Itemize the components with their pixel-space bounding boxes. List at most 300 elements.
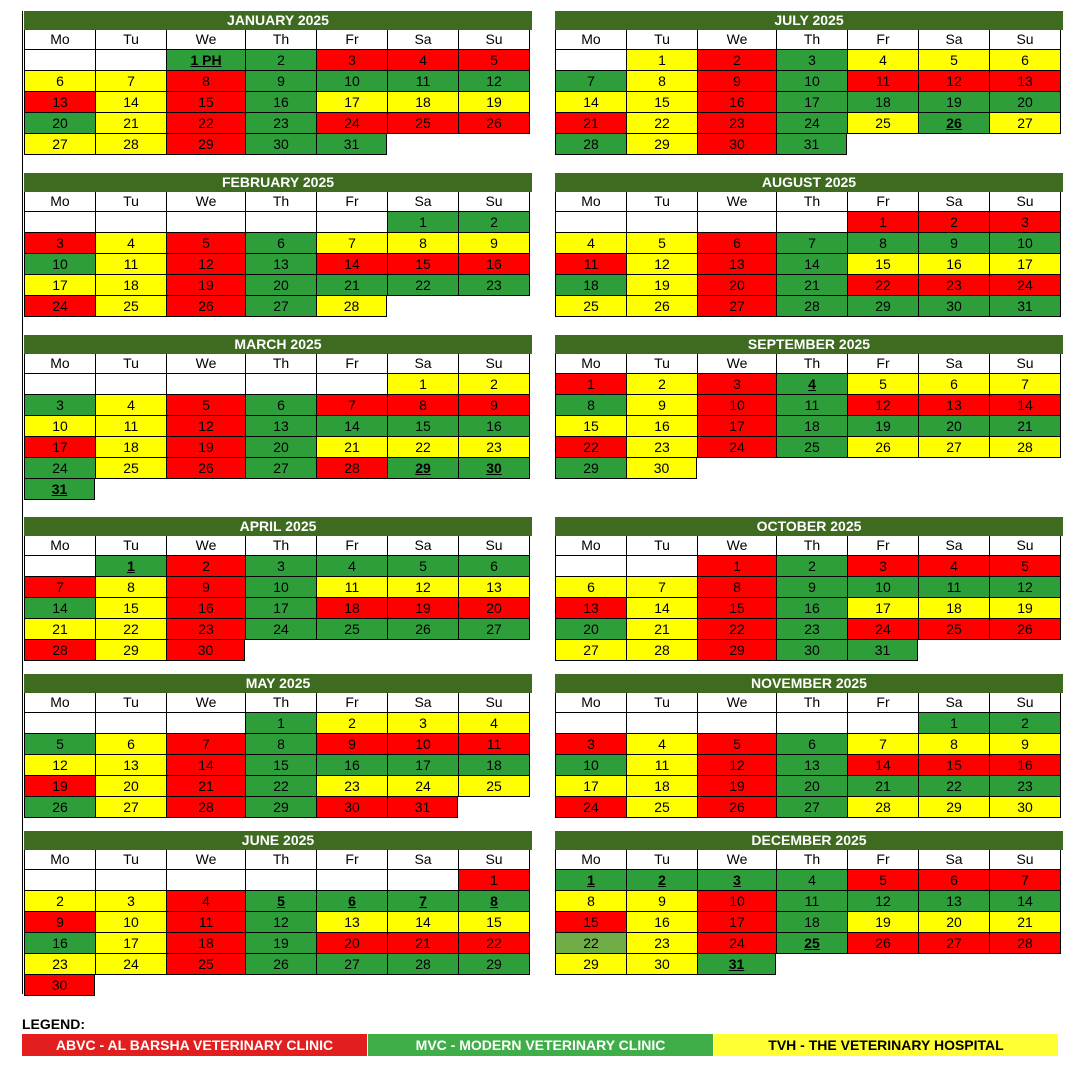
weekday-header: Tu: [626, 536, 697, 556]
blank-cell: [776, 954, 847, 975]
weekday-header: Tu: [95, 30, 166, 50]
day-cell: 6: [458, 556, 530, 577]
day-cell: 25: [776, 933, 847, 954]
day-cell: 5: [847, 374, 918, 395]
day-cell: 31: [697, 954, 776, 975]
blank-cell: [458, 134, 530, 155]
day-cell: 23: [245, 113, 316, 134]
day-cell: 25: [626, 797, 697, 818]
day-cell: 6: [24, 71, 95, 92]
weekday-header: Tu: [95, 693, 166, 713]
day-cell: 7: [95, 71, 166, 92]
day-cell: 27: [245, 458, 316, 479]
day-cell: 15: [626, 92, 697, 113]
day-cell: 13: [918, 395, 989, 416]
day-cell: 17: [776, 92, 847, 113]
day-cell: 4: [776, 374, 847, 395]
day-cell: 19: [626, 275, 697, 296]
weekday-header-row: [24, 192, 532, 212]
weekday-header-row: [555, 30, 1063, 50]
day-cell: 27: [245, 296, 316, 317]
day-cell: 7: [989, 870, 1061, 891]
weekday-header: Sa: [387, 354, 458, 374]
weekday-header-row: [555, 536, 1063, 556]
empty-day-cell: [245, 212, 316, 233]
day-cell: 15: [847, 254, 918, 275]
day-cell: 14: [776, 254, 847, 275]
day-cell: 14: [95, 92, 166, 113]
empty-day-cell: [95, 870, 166, 891]
day-cell: 19: [166, 437, 245, 458]
weekday-header: Sa: [918, 536, 989, 556]
blank-cell: [458, 797, 530, 818]
weekday-header: Su: [989, 693, 1061, 713]
weekday-header: We: [697, 693, 776, 713]
legend-item-tvh: [714, 1034, 1058, 1056]
day-cell: 3: [776, 50, 847, 71]
month-title: JUNE 2025: [24, 831, 532, 850]
weekday-header: Su: [458, 30, 530, 50]
blank-cell: [847, 458, 918, 479]
day-cell: 10: [24, 416, 95, 437]
day-cell: 8: [697, 577, 776, 598]
day-grid: [24, 212, 532, 317]
weekday-header: Tu: [626, 693, 697, 713]
day-cell: 22: [555, 437, 626, 458]
day-cell: 20: [458, 598, 530, 619]
weekday-header: Tu: [626, 192, 697, 212]
empty-day-cell: [24, 556, 95, 577]
day-cell: 13: [697, 254, 776, 275]
day-grid: [24, 713, 532, 818]
day-cell: 11: [458, 734, 530, 755]
day-cell: 11: [166, 912, 245, 933]
weekday-header: We: [697, 30, 776, 50]
month-october: [555, 517, 1063, 661]
weekday-header-row: [24, 693, 532, 713]
day-cell: 3: [24, 233, 95, 254]
day-cell: 20: [245, 275, 316, 296]
day-cell: 22: [847, 275, 918, 296]
weekday-header: Su: [989, 536, 1061, 556]
day-cell: 21: [626, 619, 697, 640]
day-cell: 16: [776, 598, 847, 619]
day-cell: 27: [918, 437, 989, 458]
day-grid: [555, 50, 1063, 155]
month-title: JANUARY 2025: [24, 11, 532, 30]
day-cell: 21: [166, 776, 245, 797]
day-cell: 15: [95, 598, 166, 619]
day-cell: 20: [316, 933, 387, 954]
blank-cell: [387, 975, 458, 996]
day-cell: 6: [245, 395, 316, 416]
day-cell: 13: [458, 577, 530, 598]
day-cell: 27: [697, 296, 776, 317]
day-cell: 18: [95, 437, 166, 458]
day-cell: 10: [95, 912, 166, 933]
weekday-header: Mo: [24, 192, 95, 212]
month-august: [555, 173, 1063, 317]
weekday-header: Th: [245, 536, 316, 556]
day-cell: 18: [918, 598, 989, 619]
day-cell: 11: [626, 755, 697, 776]
weekday-header: Th: [776, 354, 847, 374]
day-cell: 1: [697, 556, 776, 577]
day-cell: 24: [776, 113, 847, 134]
weekday-header: Sa: [387, 192, 458, 212]
empty-day-cell: [626, 212, 697, 233]
day-cell: 27: [458, 619, 530, 640]
day-cell: 25: [95, 458, 166, 479]
day-cell: 13: [989, 71, 1061, 92]
day-grid: [24, 50, 532, 155]
weekday-header: Su: [989, 192, 1061, 212]
day-cell: 29: [166, 134, 245, 155]
day-cell: 20: [918, 416, 989, 437]
day-cell: 13: [24, 92, 95, 113]
month-may: [24, 674, 532, 818]
blank-cell: [387, 134, 458, 155]
day-cell: 12: [847, 395, 918, 416]
day-cell: 5: [847, 870, 918, 891]
day-cell: 31: [847, 640, 918, 661]
day-cell: 22: [458, 933, 530, 954]
day-cell: 7: [316, 395, 387, 416]
day-cell: 2: [24, 891, 95, 912]
day-cell: 19: [697, 776, 776, 797]
day-cell: 23: [458, 437, 530, 458]
empty-day-cell: [24, 870, 95, 891]
day-cell: 22: [697, 619, 776, 640]
blank-cell: [458, 479, 530, 500]
day-cell: 3: [387, 713, 458, 734]
day-cell: 10: [316, 71, 387, 92]
weekday-header: Tu: [95, 354, 166, 374]
day-cell: 16: [24, 933, 95, 954]
day-cell: 25: [847, 113, 918, 134]
day-cell: 19: [847, 416, 918, 437]
day-cell: 16: [989, 755, 1061, 776]
day-cell: 6: [776, 734, 847, 755]
day-cell: 9: [989, 734, 1061, 755]
empty-day-cell: [697, 713, 776, 734]
weekday-header-row: [555, 192, 1063, 212]
empty-day-cell: [776, 212, 847, 233]
blank-cell: [989, 458, 1061, 479]
empty-day-cell: [316, 374, 387, 395]
day-cell: 26: [847, 437, 918, 458]
weekday-header: We: [697, 354, 776, 374]
weekday-header: Sa: [918, 850, 989, 870]
day-cell: 2: [458, 374, 530, 395]
empty-day-cell: [24, 212, 95, 233]
day-cell: 25: [555, 296, 626, 317]
day-cell: 1: [245, 713, 316, 734]
day-cell: 8: [555, 395, 626, 416]
day-cell: 5: [245, 891, 316, 912]
day-cell: 17: [555, 776, 626, 797]
day-cell: 1: [458, 870, 530, 891]
day-cell: 15: [555, 416, 626, 437]
weekday-header: We: [166, 536, 245, 556]
day-cell: 2: [626, 870, 697, 891]
weekday-header: Tu: [95, 850, 166, 870]
day-cell: 16: [918, 254, 989, 275]
weekday-header: Sa: [918, 30, 989, 50]
empty-day-cell: [95, 374, 166, 395]
blank-cell: [918, 954, 989, 975]
day-cell: 24: [555, 797, 626, 818]
day-cell: 10: [847, 577, 918, 598]
day-cell: 27: [24, 134, 95, 155]
day-cell: 23: [626, 437, 697, 458]
day-cell: 30: [245, 134, 316, 155]
weekday-header: Su: [458, 850, 530, 870]
day-cell: 29: [387, 458, 458, 479]
weekday-header: We: [166, 30, 245, 50]
day-cell: 6: [95, 734, 166, 755]
weekday-header-row: [24, 850, 532, 870]
month-june: [24, 831, 532, 996]
day-cell: 15: [458, 912, 530, 933]
day-cell: 23: [918, 275, 989, 296]
day-cell: 16: [626, 416, 697, 437]
day-cell: 8: [387, 233, 458, 254]
day-cell: 27: [918, 933, 989, 954]
day-cell: 16: [166, 598, 245, 619]
day-cell: 8: [847, 233, 918, 254]
weekday-header: Fr: [847, 192, 918, 212]
day-cell: 6: [918, 870, 989, 891]
blank-cell: [989, 640, 1061, 661]
day-cell: 29: [95, 640, 166, 661]
blank-cell: [166, 975, 245, 996]
day-cell: 15: [387, 254, 458, 275]
day-cell: 2: [316, 713, 387, 734]
empty-day-cell: [626, 713, 697, 734]
day-cell: 26: [626, 296, 697, 317]
day-cell: 12: [918, 71, 989, 92]
day-cell: 28: [387, 954, 458, 975]
empty-day-cell: [245, 870, 316, 891]
day-cell: 12: [458, 71, 530, 92]
day-cell: 30: [166, 640, 245, 661]
weekday-header: Sa: [387, 30, 458, 50]
day-cell: 27: [989, 113, 1061, 134]
day-cell: 28: [555, 134, 626, 155]
day-cell: 11: [316, 577, 387, 598]
weekday-header: Mo: [555, 693, 626, 713]
weekday-header-row: [555, 354, 1063, 374]
day-cell: 30: [989, 797, 1061, 818]
day-cell: 3: [989, 212, 1061, 233]
day-cell: 27: [95, 797, 166, 818]
day-cell: 10: [776, 71, 847, 92]
day-cell: 7: [555, 71, 626, 92]
day-cell: 14: [989, 395, 1061, 416]
day-cell: 29: [245, 797, 316, 818]
weekday-header: Th: [776, 30, 847, 50]
day-cell: 12: [166, 416, 245, 437]
day-cell: 30: [626, 954, 697, 975]
month-september: [555, 335, 1063, 479]
month-november: [555, 674, 1063, 818]
day-cell: 26: [697, 797, 776, 818]
day-cell: 15: [918, 755, 989, 776]
day-cell: 20: [776, 776, 847, 797]
empty-day-cell: [555, 713, 626, 734]
day-cell: 28: [166, 797, 245, 818]
day-cell: 4: [555, 233, 626, 254]
day-cell: 3: [847, 556, 918, 577]
day-cell: 1: [95, 556, 166, 577]
day-cell: 29: [458, 954, 530, 975]
day-cell: 13: [245, 416, 316, 437]
day-cell: 4: [316, 556, 387, 577]
day-cell: 10: [245, 577, 316, 598]
day-cell: 26: [245, 954, 316, 975]
empty-day-cell: [776, 713, 847, 734]
day-cell: 8: [626, 71, 697, 92]
day-cell: 14: [555, 92, 626, 113]
blank-cell: [316, 640, 387, 661]
day-cell: 3: [245, 556, 316, 577]
blank-cell: [458, 975, 530, 996]
day-cell: 23: [316, 776, 387, 797]
day-cell: 19: [918, 92, 989, 113]
day-cell: 8: [95, 577, 166, 598]
empty-day-cell: [847, 713, 918, 734]
day-cell: 13: [555, 598, 626, 619]
day-cell: 21: [847, 776, 918, 797]
weekday-header: Fr: [316, 850, 387, 870]
day-cell: 3: [697, 870, 776, 891]
left-border-line: [22, 11, 23, 994]
weekday-header: Mo: [24, 354, 95, 374]
day-cell: 17: [989, 254, 1061, 275]
blank-cell: [458, 296, 530, 317]
weekday-header: Sa: [918, 693, 989, 713]
weekday-header: We: [166, 354, 245, 374]
day-cell: 16: [245, 92, 316, 113]
day-cell: 17: [24, 275, 95, 296]
day-cell: 9: [626, 891, 697, 912]
day-cell: 20: [245, 437, 316, 458]
weekday-header: Su: [458, 192, 530, 212]
weekday-header: Mo: [24, 30, 95, 50]
day-cell: 23: [166, 619, 245, 640]
day-cell: 17: [697, 416, 776, 437]
day-cell: 14: [387, 912, 458, 933]
day-cell: 24: [697, 933, 776, 954]
day-cell: 19: [245, 933, 316, 954]
day-cell: 22: [555, 933, 626, 954]
day-cell: 1: [626, 50, 697, 71]
weekday-header: Sa: [387, 693, 458, 713]
day-cell: 12: [387, 577, 458, 598]
weekday-header: Mo: [555, 354, 626, 374]
day-cell: 24: [697, 437, 776, 458]
day-cell: 25: [458, 776, 530, 797]
empty-day-cell: [316, 212, 387, 233]
day-cell: 30: [918, 296, 989, 317]
weekday-header: Mo: [555, 192, 626, 212]
day-cell: 18: [387, 92, 458, 113]
day-cell: 9: [24, 912, 95, 933]
blank-cell: [245, 975, 316, 996]
blank-cell: [989, 954, 1061, 975]
day-cell: 8: [245, 734, 316, 755]
day-cell: 26: [458, 113, 530, 134]
day-cell: 25: [95, 296, 166, 317]
day-cell: 28: [989, 437, 1061, 458]
weekday-header: Mo: [555, 30, 626, 50]
blank-cell: [245, 640, 316, 661]
day-cell: 21: [316, 437, 387, 458]
day-cell: 9: [458, 395, 530, 416]
day-grid: [555, 713, 1063, 818]
day-cell: 28: [626, 640, 697, 661]
day-cell: 11: [776, 891, 847, 912]
day-cell: 28: [989, 933, 1061, 954]
day-cell: 5: [387, 556, 458, 577]
day-cell: 18: [776, 912, 847, 933]
empty-day-cell: [24, 50, 95, 71]
day-grid: [555, 374, 1063, 479]
day-cell: 24: [95, 954, 166, 975]
month-title: FEBRUARY 2025: [24, 173, 532, 192]
day-cell: 11: [387, 71, 458, 92]
day-cell: 2: [776, 556, 847, 577]
day-cell: 18: [555, 275, 626, 296]
weekday-header: Sa: [387, 536, 458, 556]
day-cell: 15: [387, 416, 458, 437]
day-cell: 12: [245, 912, 316, 933]
day-cell: 14: [316, 254, 387, 275]
day-cell: 31: [776, 134, 847, 155]
weekday-header: We: [697, 192, 776, 212]
day-cell: 10: [24, 254, 95, 275]
day-cell: 16: [458, 254, 530, 275]
day-cell: 9: [697, 71, 776, 92]
day-cell: 30: [626, 458, 697, 479]
day-cell: 25: [776, 437, 847, 458]
day-cell: 18: [458, 755, 530, 776]
day-cell: 21: [989, 912, 1061, 933]
day-cell: 12: [166, 254, 245, 275]
day-cell: 26: [24, 797, 95, 818]
day-grid: [555, 212, 1063, 317]
empty-day-cell: [166, 374, 245, 395]
day-cell: 15: [697, 598, 776, 619]
day-cell: 22: [166, 113, 245, 134]
day-cell: 31: [989, 296, 1061, 317]
day-cell: 7: [847, 734, 918, 755]
day-cell: 4: [918, 556, 989, 577]
day-cell: 8: [918, 734, 989, 755]
day-cell: 11: [95, 416, 166, 437]
day-cell: 2: [166, 556, 245, 577]
empty-day-cell: [626, 556, 697, 577]
day-cell: 2: [626, 374, 697, 395]
day-cell: 3: [24, 395, 95, 416]
weekday-header: Th: [245, 30, 316, 50]
day-grid: [24, 870, 532, 996]
day-cell: 28: [776, 296, 847, 317]
day-cell: 4: [387, 50, 458, 71]
day-cell: 24: [24, 458, 95, 479]
day-cell: 16: [626, 912, 697, 933]
